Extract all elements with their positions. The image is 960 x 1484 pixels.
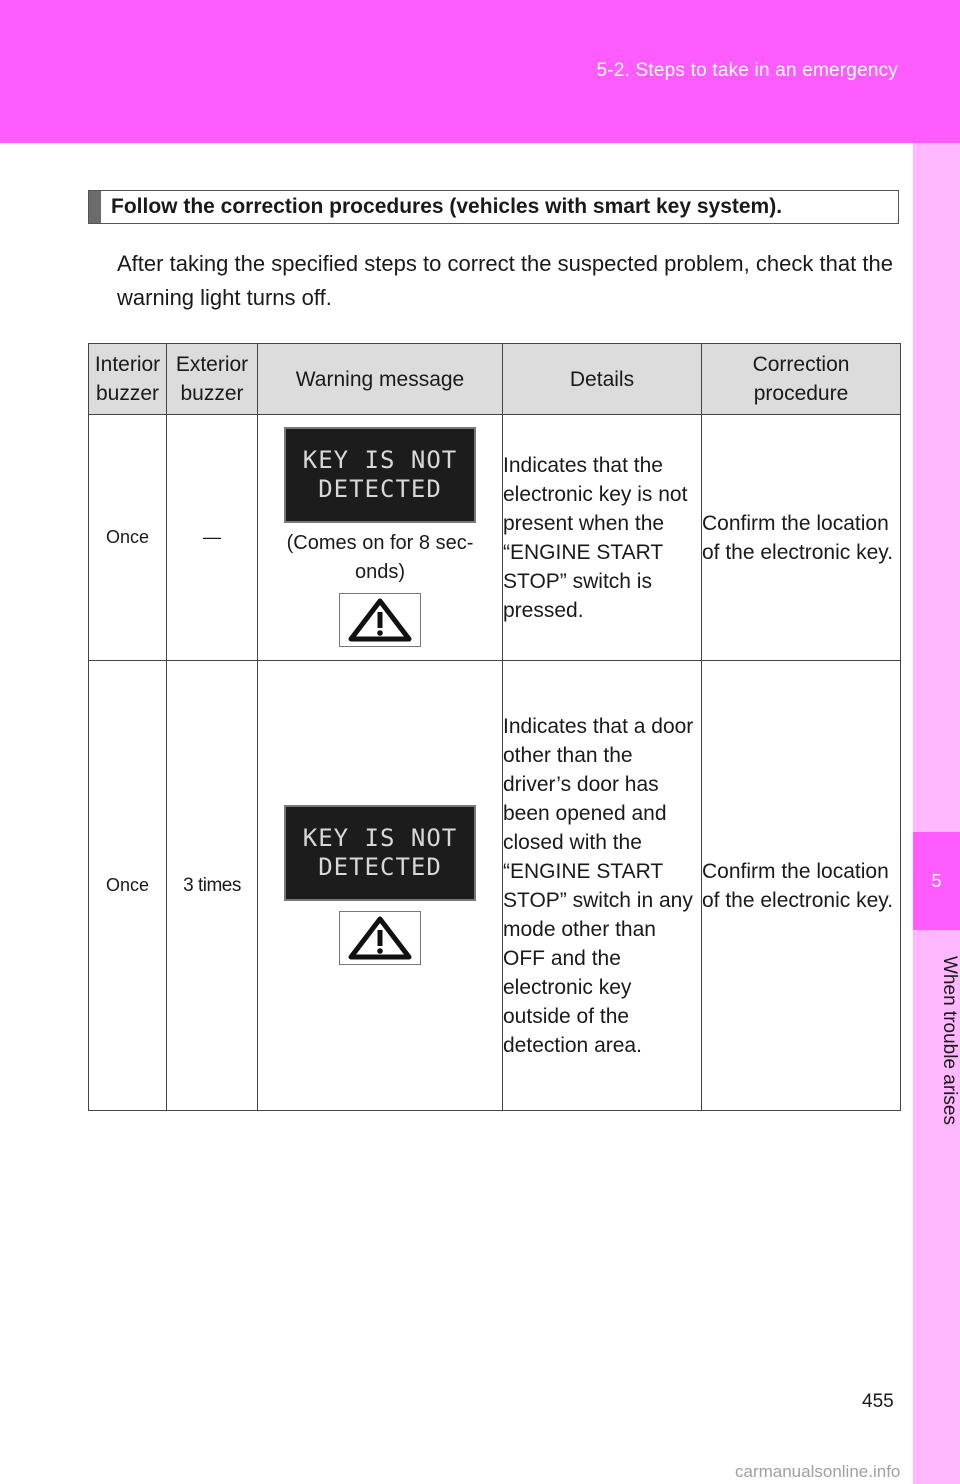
header-interior-buzzer — [89, 344, 167, 415]
header-correction: Correction procedure — [702, 344, 901, 415]
section-header: 5-2. Steps to take in an emergency — [596, 60, 898, 81]
warning-triangle-icon — [339, 911, 421, 965]
row2-warning-message — [258, 661, 503, 1111]
row2-exterior: 3 times — [167, 661, 258, 1111]
header-exterior-buzzer — [167, 344, 258, 415]
header-warning-message: Warning message — [258, 344, 503, 415]
table-header-row — [89, 344, 901, 415]
row2-details: Indicates that a door other than the driver’s door has been opened and closed with the “ENGINE START STOP” switch in any mode other than OFF and the electronic key outside of the detection area. — [503, 661, 702, 1111]
header-interior-line1: Interior — [94, 353, 161, 376]
warning-triangle-icon — [339, 593, 421, 647]
row1-exterior: — — [167, 415, 258, 661]
lcd-line1: KEY IS NOT — [302, 446, 458, 474]
lcd-line2: DETECTED — [318, 475, 442, 503]
intro-paragraph: After taking the specified steps to correct the suspected problem, check that the warning light turns off. — [117, 251, 893, 310]
row2-interior: Once — [89, 661, 167, 1111]
header-exterior-line1: Exterior — [175, 353, 249, 376]
header-exterior-line2: buzzer — [180, 382, 244, 405]
table-row — [89, 415, 901, 661]
heading-text: Follow the correction procedures (vehicles with smart key system). — [111, 195, 783, 218]
row1-interior: Once — [89, 415, 167, 661]
header-interior-line2: buzzer — [95, 382, 160, 405]
lcd-display — [284, 805, 476, 901]
lcd-display — [284, 427, 476, 523]
row1-details: Indicates that the electronic key is not present when the “ENGINE START STOP” switch is pressed. — [503, 415, 702, 661]
lcd-line2: DETECTED — [318, 853, 442, 881]
row1-note: (Comes on for 8 sec-onds) — [286, 532, 474, 583]
heading-bar — [88, 190, 899, 224]
watermark: carmanualsonline.info — [735, 1462, 901, 1481]
warning-table — [88, 343, 901, 1111]
heading-bar-mark — [89, 191, 101, 223]
table-row — [89, 661, 901, 1111]
lcd-line1: KEY IS NOT — [302, 824, 458, 852]
chapter-title: When trouble arises — [939, 955, 960, 1125]
chapter-number: 5 — [913, 832, 960, 930]
row1-warning-message — [258, 415, 503, 661]
row2-correction: Confirm the location of the electronic key. — [702, 661, 901, 1111]
side-tab — [913, 143, 960, 1484]
row1-correction: Confirm the location of the electronic key. — [702, 415, 901, 661]
page-number: 455 — [862, 1391, 894, 1412]
header-details: Details — [503, 344, 702, 415]
